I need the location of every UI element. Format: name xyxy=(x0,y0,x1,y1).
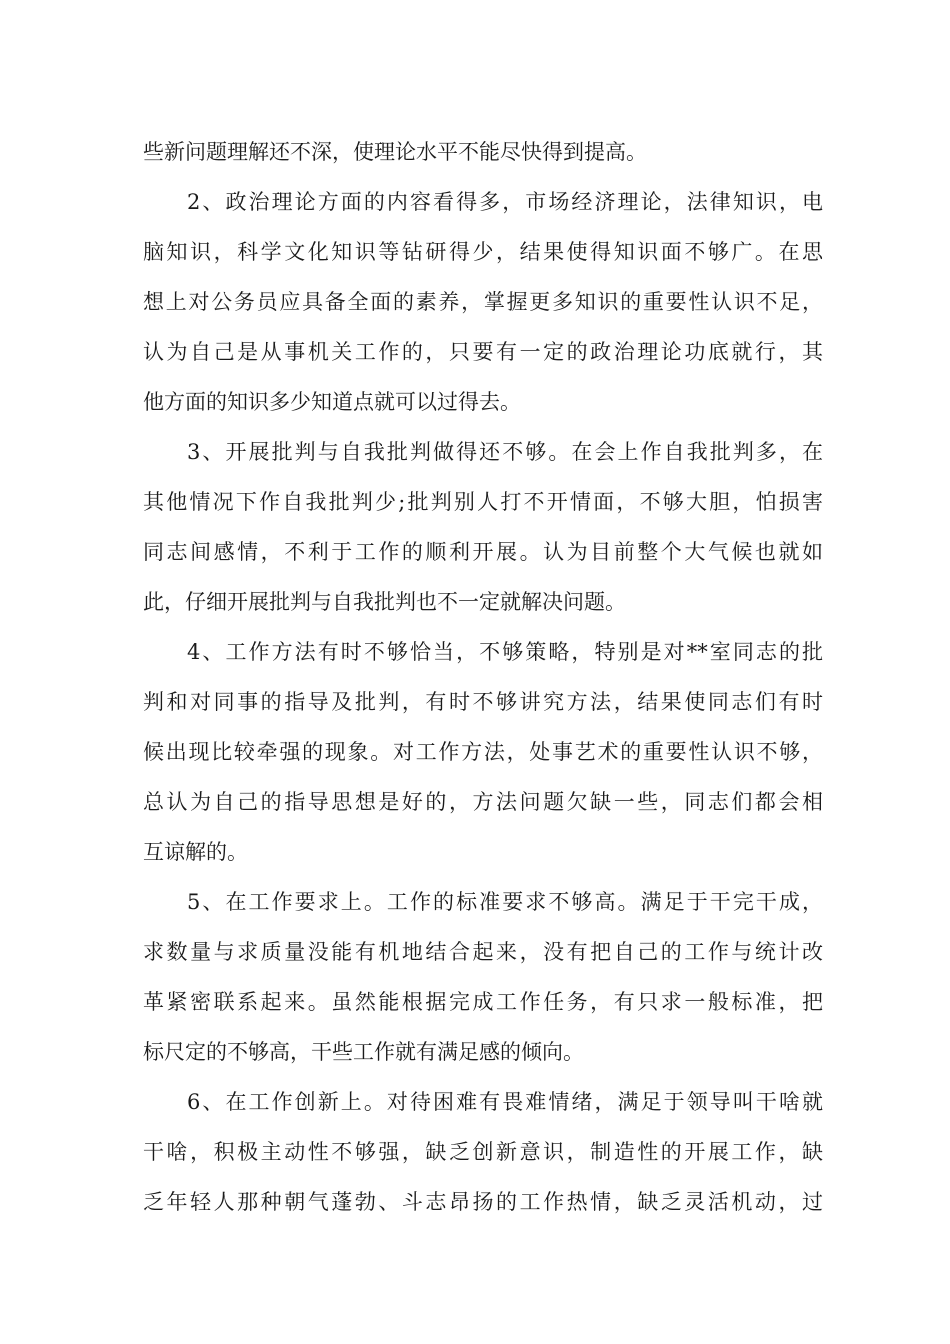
text-line: 想上对公务员应具备全面的素养，掌握更多知识的重要性认识不足， xyxy=(143,290,823,314)
text-line: 候出现比较牵强的现象。对工作方法，处事艺术的重要性认识不够， xyxy=(143,740,823,764)
text-line: 认为自己是从事机关工作的，只要有一定的政治理论功底就行，其 xyxy=(143,340,823,364)
text-line: 其他情况下作自我批判少;批判别人打不开情面，不够大胆，怕损害 xyxy=(143,490,823,514)
text-line: 互谅解的。 xyxy=(143,840,248,864)
text-line: 4、工作方法有时不够恰当，不够策略，特别是对**室同志的批 xyxy=(187,640,823,664)
text-line: 总认为自己的指导思想是好的，方法问题欠缺一些，同志们都会相 xyxy=(143,790,823,814)
text-line: 6、在工作创新上。对待困难有畏难情绪，满足于领导叫干啥就 xyxy=(187,1090,823,1114)
text-line: 3、开展批判与自我批判做得还不够。在会上作自我批判多，在 xyxy=(187,440,823,464)
text-line: 5、在工作要求上。工作的标准要求不够高。满足于干完干成， xyxy=(187,890,823,914)
text-line: 脑知识，科学文化知识等钻研得少，结果使得知识面不够广。在思 xyxy=(143,240,823,264)
document-body xyxy=(143,127,823,1227)
text-line: 标尺定的不够高，干些工作就有满足感的倾向。 xyxy=(143,1040,584,1064)
text-line: 乏年轻人那种朝气蓬勃、斗志昂扬的工作热情，缺乏灵活机动，过 xyxy=(143,1190,823,1214)
text-line: 同志间感情，不利于工作的顺利开展。认为目前整个大气候也就如 xyxy=(143,540,823,564)
text-line: 些新问题理解还不深，使理论水平不能尽快得到提高。 xyxy=(143,140,647,164)
text-line: 此，仔细开展批判与自我批判也不一定就解决问题。 xyxy=(143,590,626,614)
text-line: 干啥，积极主动性不够强，缺乏创新意识，制造性的开展工作，缺 xyxy=(143,1140,823,1164)
text-line: 2、政治理论方面的内容看得多，市场经济理论，法律知识，电 xyxy=(187,190,823,214)
text-line: 求数量与求质量没能有机地结合起来，没有把自己的工作与统计改 xyxy=(143,940,823,964)
text-line: 判和对同事的指导及批判，有时不够讲究方法，结果使同志们有时 xyxy=(143,690,823,714)
text-line: 他方面的知识多少知道点就可以过得去。 xyxy=(143,390,521,414)
text-line: 革紧密联系起来。虽然能根据完成工作任务，有只求一般标准，把 xyxy=(143,990,823,1014)
